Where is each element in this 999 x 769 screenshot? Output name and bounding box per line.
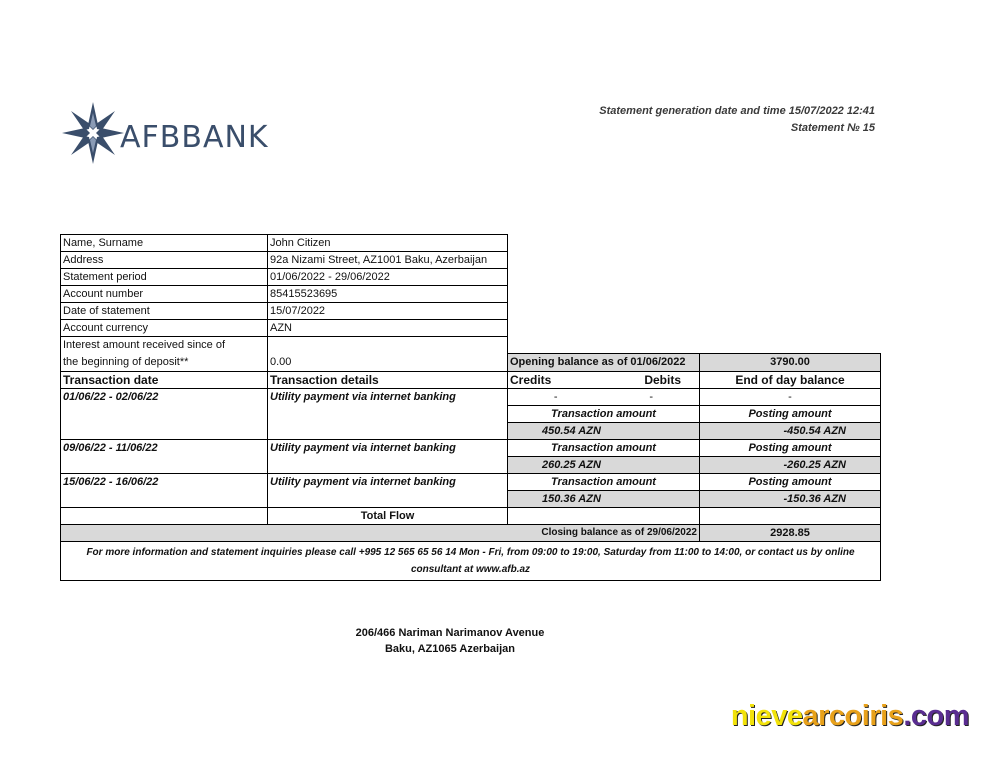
txn-1-date: 01/06/22 - 02/06/22 [61, 389, 268, 440]
opening-balance-value: 3790.00 [700, 354, 881, 372]
period-label: Statement period [61, 269, 268, 286]
txn-1-amount: 450.54 AZN [508, 423, 700, 440]
address-line1: 206/466 Nariman Narimanov Avenue [355, 627, 545, 639]
currency-label: Account currency [61, 320, 268, 337]
watermark-part1: nieve [730, 700, 803, 732]
txn-1-debit: - [604, 389, 700, 406]
txn-3-amount-label: Transaction amount [508, 474, 700, 491]
bank-address [300, 625, 600, 657]
col-credits: Credits [508, 372, 604, 389]
closing-balance-value: 2928.85 [700, 525, 881, 542]
txn-3-posting: -150.36 AZN [700, 491, 881, 508]
txn-1-details: Utility payment via internet banking [268, 389, 508, 440]
contact-info-line2: consultant at www.afb.az [410, 564, 531, 575]
total-flow-label: Total Flow [268, 508, 508, 525]
statement-number: Statement № 15 [790, 122, 875, 134]
txn-3-amount: 150.36 AZN [508, 491, 700, 508]
star-logo-icon [60, 100, 126, 166]
date-label: Date of statement [61, 303, 268, 320]
col-transaction-details: Transaction details [268, 372, 508, 389]
closing-balance-label: Closing balance as of 29/06/2022 [508, 525, 700, 542]
txn-1-posting: -450.54 AZN [700, 423, 881, 440]
currency-value: AZN [268, 320, 508, 337]
name-value: John Citizen [268, 235, 508, 252]
bank-logo [60, 100, 269, 166]
txn-1-credit: - [508, 389, 604, 406]
address-value: 92a Nizami Street, AZ1001 Baku, Azerbaijan [268, 252, 508, 269]
statement-header [599, 103, 875, 137]
account-label: Account number [61, 286, 268, 303]
name-label: Name, Surname [61, 235, 268, 252]
interest-label-line2: the beginning of deposit** [63, 356, 189, 368]
watermark-part3: .com [903, 700, 969, 732]
col-end-of-day: End of day balance [700, 372, 881, 389]
interest-label-line1: Interest amount received since of [63, 339, 226, 351]
interest-label [61, 337, 268, 372]
generation-date: Statement generation date and time 15/07/2022 12:41 [599, 105, 875, 117]
txn-2-details: Utility payment via internet banking [268, 440, 508, 474]
txn-1-eod: - [700, 389, 881, 406]
period-value: 01/06/2022 - 29/06/2022 [268, 269, 508, 286]
col-debits: Debits [604, 372, 700, 389]
watermark-part2: arcoiris [802, 700, 904, 732]
address-line2: Baku, AZ1065 Azerbaijan [384, 643, 515, 655]
txn-2-date: 09/06/22 - 11/06/22 [61, 440, 268, 474]
watermark [731, 700, 969, 733]
interest-value: 0.00 [268, 337, 508, 372]
txn-2-amount-label: Transaction amount [508, 440, 700, 457]
txn-2-posting-label: Posting amount [700, 440, 881, 457]
txn-2-posting: -260.25 AZN [700, 457, 881, 474]
txn-2-amount: 260.25 AZN [508, 457, 700, 474]
opening-balance-label: Opening balance as of 01/06/2022 [508, 354, 700, 372]
txn-3-date: 15/06/22 - 16/06/22 [61, 474, 268, 508]
col-transaction-date: Transaction date [61, 372, 268, 389]
txn-3-details: Utility payment via internet banking [268, 474, 508, 508]
statement-table [60, 234, 880, 581]
txn-1-posting-label: Posting amount [700, 406, 881, 423]
bank-name: AFBBANK [120, 119, 269, 155]
contact-info-line1: For more information and statement inquiries please call +995 12 565 65 56 14 Mon - Fri, from 09:00 to 19:00, Saturday from 11:00 to 14:00, or contact us by online [86, 547, 855, 558]
date-value: 15/07/2022 [268, 303, 508, 320]
contact-info [61, 542, 881, 581]
txn-3-posting-label: Posting amount [700, 474, 881, 491]
account-value: 85415523695 [268, 286, 508, 303]
txn-1-amount-label: Transaction amount [508, 406, 700, 423]
address-label: Address [61, 252, 268, 269]
